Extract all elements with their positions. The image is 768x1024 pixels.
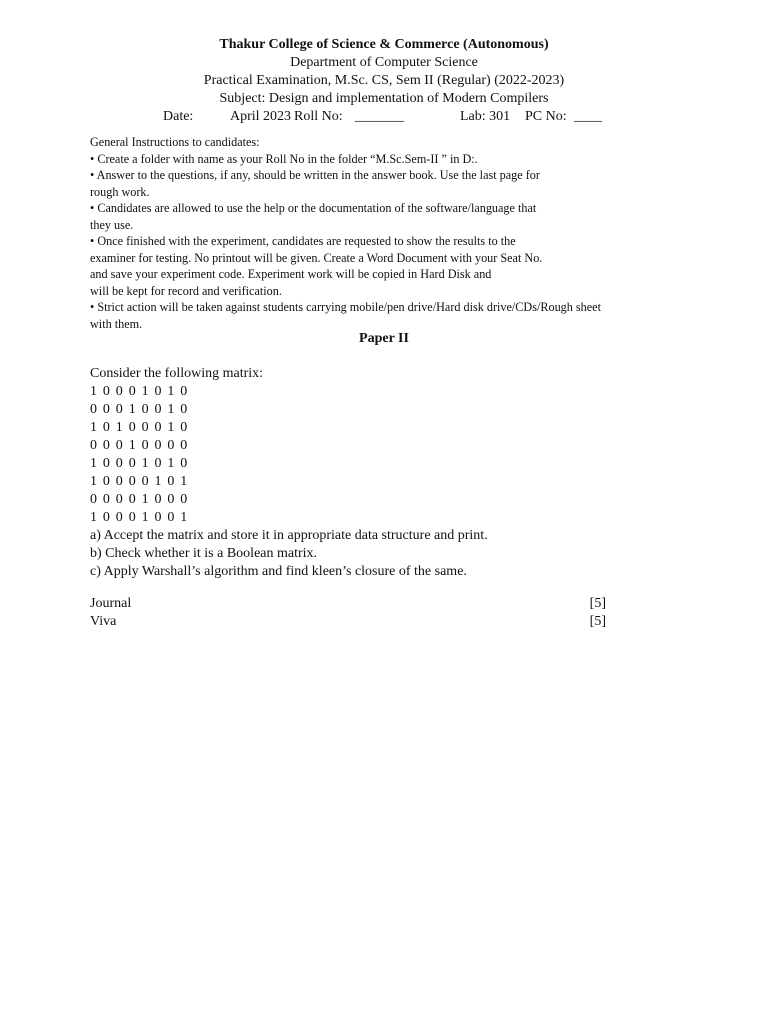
matrix-row: 1 0 0 0 1 0 1 0: [90, 384, 189, 399]
instruction-line: • Once finished with the experiment, candidates are requested to show the results to the: [90, 234, 516, 248]
question-intro: Consider the following matrix:: [90, 366, 264, 381]
pc-no-blank: ____: [574, 109, 602, 124]
task-a: a) Accept the matrix and store it in appropriate data structure and print.: [90, 528, 488, 543]
instruction-line: rough work.: [90, 184, 150, 199]
subject-line: Subject: Design and implementation of Modern Compilers: [219, 91, 549, 106]
paper-title: Paper II: [359, 331, 409, 346]
instruction-line: examiner for testing. No printout will be given. Create a Word Document with your Seat No.: [90, 250, 543, 265]
department-name: Department of Computer Science: [290, 55, 478, 70]
question-block: [90, 365, 690, 581]
date-label: Date:: [163, 109, 194, 124]
matrix-row: 0 0 0 1 0 0 0 0: [90, 438, 189, 453]
date-value: April 2023: [230, 109, 292, 124]
instruction-line: • Candidates are allowed to use the help or the documentation of the software/language that: [90, 201, 537, 215]
task-b: b) Check whether it is a Boolean matrix.: [90, 546, 318, 561]
marks-section: [90, 595, 606, 631]
matrix-row: 0 0 0 1 0 0 1 0: [90, 402, 189, 417]
exam-title: Practical Examination, M.Sc. CS, Sem II (Regular) (2022-2023): [203, 73, 565, 88]
instruction-line: • Strict action will be taken against students carrying mobile/pen drive/Hard disk drive/CDs/Rough sheet: [90, 300, 601, 314]
marks-value: [5]: [589, 596, 606, 611]
marks-value: [5]: [589, 614, 606, 629]
marks-row-journal: [90, 595, 606, 613]
roll-no-blank: _______: [355, 109, 404, 124]
instruction-line: • Create a folder with name as your Roll No in the folder “M.Sc.Sem-II ” in D:.: [90, 151, 478, 166]
general-instructions: [90, 134, 690, 332]
matrix-row: 1 0 0 0 1 0 1 0: [90, 456, 189, 471]
instruction-line: they use.: [90, 217, 134, 232]
instruction-line: • Answer to the questions, if any, should be written in the answer book. Use the last page for: [90, 168, 540, 182]
instructions-heading: General Instructions to candidates:: [90, 135, 260, 149]
matrix-row: 0 0 0 0 1 0 0 0: [90, 492, 189, 507]
lab-number: Lab: 301: [460, 109, 511, 124]
college-name: Thakur College of Science & Commerce (Autonomous): [219, 37, 549, 52]
matrix-row: 1 0 0 0 0 1 0 1: [90, 474, 189, 489]
boolean-matrix: [90, 383, 690, 527]
task-c: c) Apply Warshall’s algorithm and find kleen’s closure of the same.: [90, 564, 467, 579]
instruction-line: will be kept for record and verification.: [90, 283, 282, 298]
question-tasks: [90, 527, 690, 581]
roll-no-label: Roll No:: [294, 109, 343, 124]
matrix-row: 1 0 0 0 1 0 0 1: [90, 510, 189, 525]
pc-no-label: PC No:: [525, 109, 567, 124]
marks-row-viva: [90, 613, 606, 631]
instruction-line: with them.: [90, 316, 143, 331]
marks-label: Viva: [90, 614, 117, 629]
document-header: [0, 36, 768, 108]
marks-label: Journal: [90, 596, 132, 611]
matrix-row: 1 0 1 0 0 0 1 0: [90, 420, 189, 435]
instruction-line: and save your experiment code. Experiment work will be copied in Hard Disk and: [90, 267, 492, 281]
